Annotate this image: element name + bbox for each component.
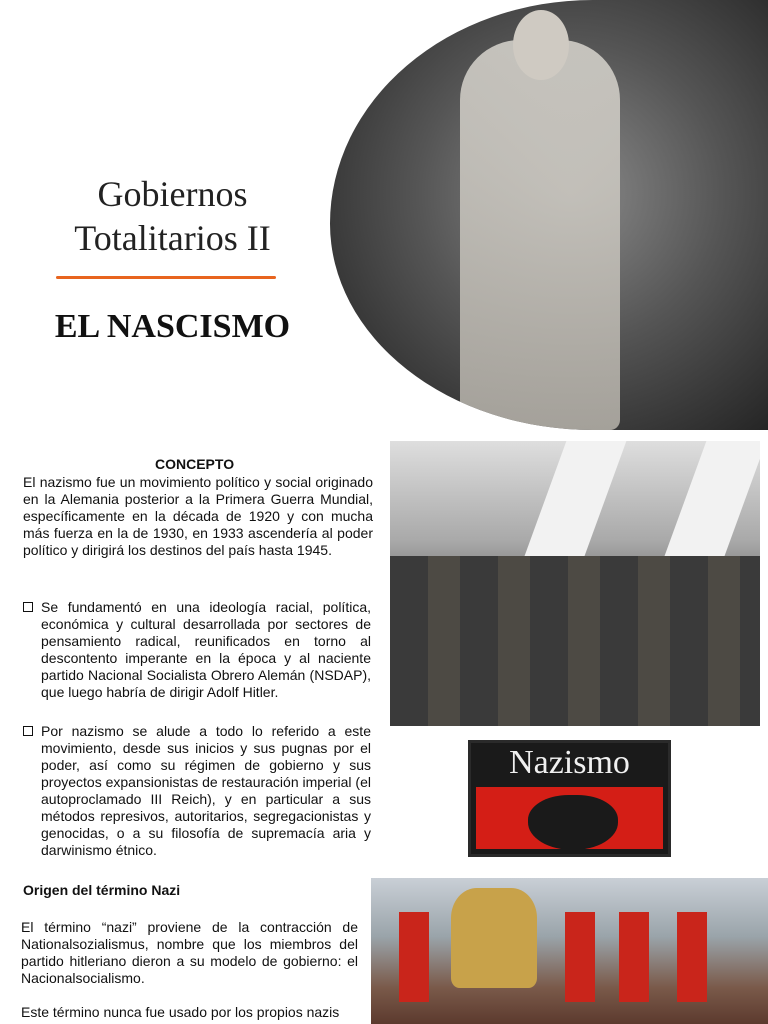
nazismo-logo-text: Nazismo: [509, 744, 630, 781]
banner: [619, 912, 649, 1002]
origin-paragraph: El término “nazi” proviene de la contracción de Nationalsozialismus, nombre que los miembros del partido hitleriano dieron a su modelo de gobierno: el Nacionalsocialismo.: [21, 919, 358, 986]
photo-head: [513, 10, 569, 80]
checkbox-bullet-icon: [23, 602, 33, 612]
photo-figure: [460, 40, 620, 430]
bullet-text: Por nazismo se alude a todo lo referido a este movimiento, desde sus inicios y sus pugnas por el poder, así como su régimen de gobierno y sus proyectos expansionistas de restauración imperial (el autoproclamado III Reich), y en particular a sus métodos represivos, autoritarios, segregacionistas y genocidas, o a su filosofía de supremacía aria y darwinismo étnico.: [41, 723, 371, 858]
origin-heading: Origen del término Nazi: [23, 882, 181, 898]
leader-photo: [330, 0, 768, 430]
checkbox-bullet-icon: [23, 726, 33, 736]
eagle-emblem-icon: [528, 795, 618, 850]
banner: [677, 912, 707, 1002]
photo-crowd: [390, 556, 760, 726]
eagle-statue: [451, 888, 537, 988]
page-title: Gobiernos Totalitarios II: [74, 174, 271, 258]
concept-intro: El nazismo fue un movimiento político y social originado en la Alemania posterior a la Primera Guerra Mundial, específicamente en la década de 1920 y con mucha más fuerza en la de 1930, en 1933 ascendería al poder político y dirigirá los destinos del país hasta 1945.: [23, 474, 373, 558]
origin-paragraph: Este término nunca fue usado por los propios nazis: [21, 1004, 340, 1020]
parade-photo: [371, 878, 768, 1024]
concept-bullet: [23, 599, 371, 701]
banner: [565, 912, 595, 1002]
nazismo-logo-banner: [476, 787, 663, 849]
bullet-text: Se fundamentó en una ideología racial, política, económica y cultural desarrollada por sectores de pensamiento radical, reunificados en torno al descontento imperante en la época y al naciente partido Nacional Socialista Obrero Alemán (NSDAP), que luego habría de dirigir Adolf Hitler.: [41, 599, 371, 700]
concept-bullet: [23, 723, 371, 859]
title-underline: [56, 276, 276, 279]
page-subtitle: EL NASCISMO: [54, 308, 291, 345]
concept-heading: CONCEPTO: [155, 456, 235, 472]
nazismo-logo: [468, 740, 671, 857]
banner: [399, 912, 429, 1002]
rally-photo: [390, 441, 760, 726]
